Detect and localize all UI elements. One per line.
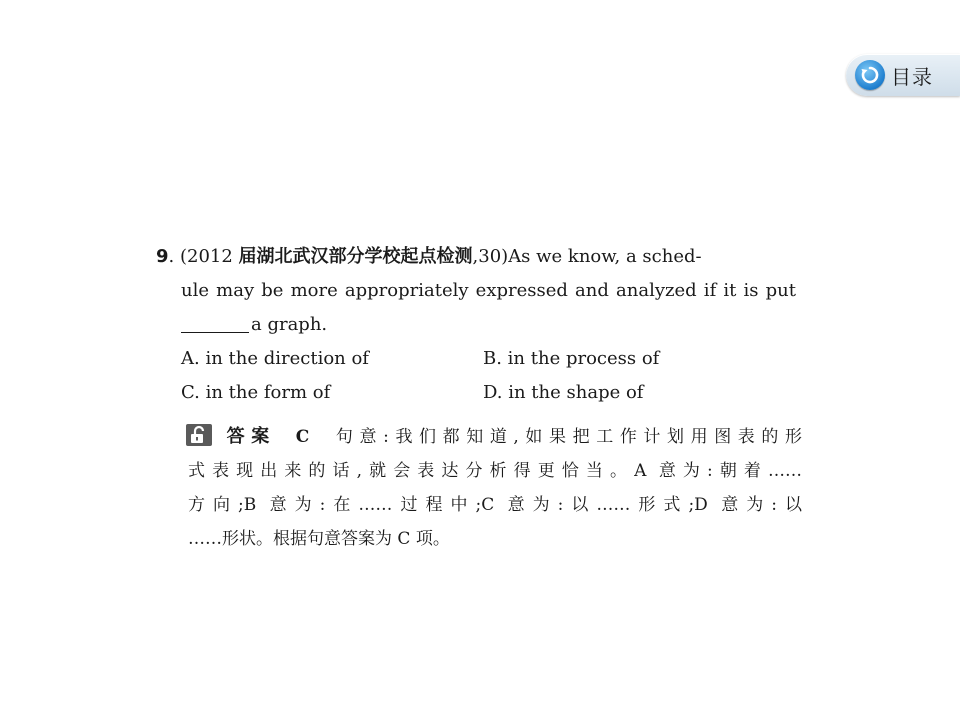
answer-line-4: ……形状。根据句意答案为 C 项。: [188, 529, 450, 549]
question-line1-text: As we know, a sched-: [508, 246, 702, 267]
question-number: 9: [156, 246, 169, 267]
toc-button[interactable]: [846, 54, 960, 96]
options-grid: [156, 342, 806, 410]
answer-block: [186, 420, 802, 556]
answer-line-1: [186, 420, 802, 454]
answer-label: 答案: [220, 426, 276, 447]
refresh-circle-icon: [855, 60, 885, 90]
question-source: 届湖北武汉部分学校起点检测: [238, 246, 473, 267]
question-line-3: [156, 308, 806, 342]
question-line-2: [156, 274, 806, 308]
toc-label: 目录: [891, 64, 933, 89]
answer-blank: [181, 312, 249, 333]
unlock-icon: [186, 424, 212, 446]
option-a: A. in the direction of: [181, 348, 369, 369]
answer-line-2: 式表现出来的话,就会表达分析得更恰当。A 意为:朝着……: [188, 461, 802, 481]
answer-line-3: 方向;B 意为:在……过程中;C 意为:以……形式;D 意为:以: [188, 495, 802, 515]
question-source-open: . (2012: [168, 246, 239, 267]
answer-letter: C: [295, 427, 310, 447]
question-line3-text: a graph.: [251, 314, 328, 335]
question-line2-text: ule may be more appropriately expressed and analyzed if it is put: [181, 280, 796, 301]
option-c: C. in the form of: [181, 382, 331, 403]
answer-line1-text: 句意:我们都知道,如果把工作计划用图表的形: [329, 427, 802, 447]
option-b: B. in the process of: [483, 348, 660, 369]
question-block: [156, 240, 806, 410]
option-d: D. in the shape of: [483, 382, 644, 403]
question-line-1: [156, 240, 806, 274]
question-source-close: ,30): [472, 246, 509, 267]
